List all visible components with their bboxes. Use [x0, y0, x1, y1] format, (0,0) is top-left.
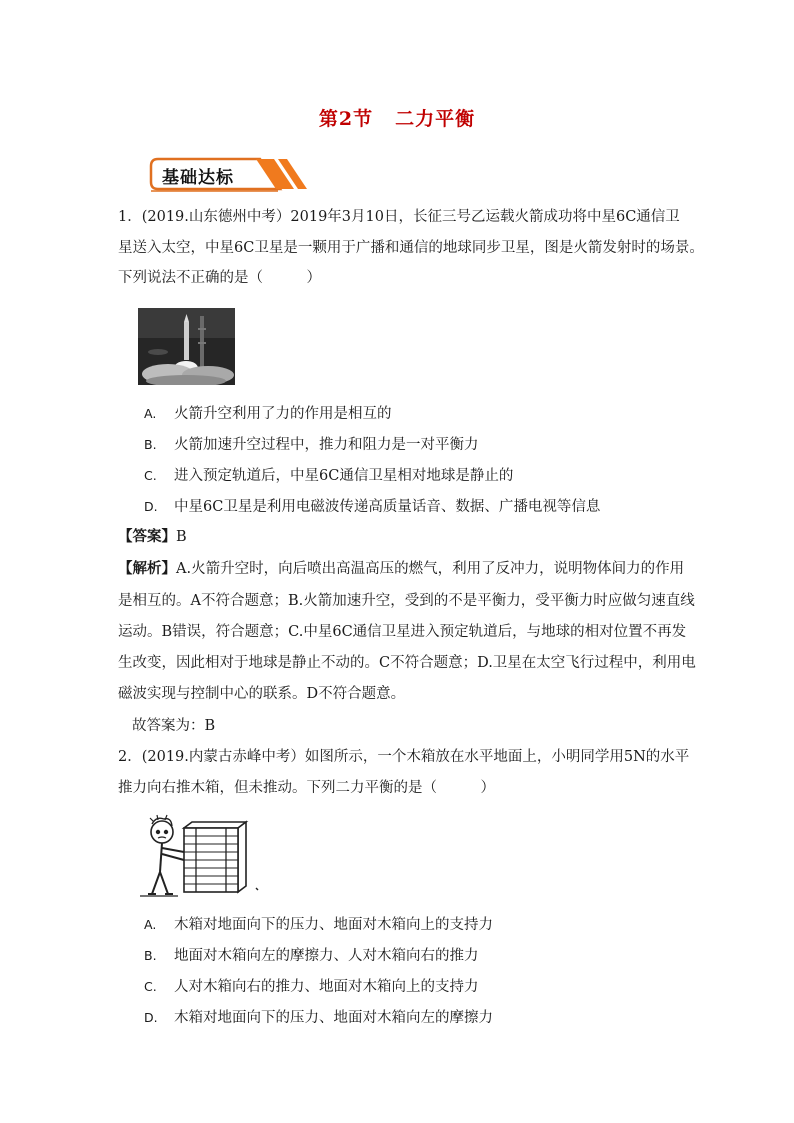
- q2-option-b[interactable]: B. 地面对木箱向左的摩擦力、人对木箱向右的推力: [144, 948, 479, 964]
- page-title: [0, 104, 794, 131]
- q1-stem-line-1: 1．(2019.山东德州中考）2019年3月10日，长征三号乙运载火箭成功将中星6C通信卫: [118, 209, 680, 225]
- analysis-tag: 【解析】: [118, 560, 176, 577]
- q1-analysis-line-5: 磁波实现与控制中心的联系。D不符合题意。: [118, 686, 406, 702]
- section-banner: [148, 153, 308, 195]
- q2-option-d[interactable]: D. 木箱对地面向下的压力、地面对木箱向左的摩擦力: [144, 1010, 493, 1026]
- q1-conclusion: 故答案为：B: [132, 718, 216, 734]
- section-name: 二力平衡: [395, 108, 476, 130]
- q1-analysis-line-3: 运动。B错误，符合题意；C.中星6C通信卫星进入预定轨道后，与地球的相对位置不再发: [118, 624, 687, 640]
- q1-analysis-line-2: 是相互的。A不符合题意；B.火箭加速升空，受到的不是平衡力，受平衡力时应做匀速直线: [118, 593, 695, 609]
- q2-option-c[interactable]: C. 人对木箱向右的推力、地面对木箱向上的支持力: [144, 979, 479, 995]
- rocket-launch-image: [138, 308, 235, 385]
- q2-stem-line-1: 2．(2019.内蒙古赤峰中考）如图所示，一个木箱放在水平地面上，小明同学用5N的水平: [118, 749, 690, 765]
- q1-option-c[interactable]: C. 进入预定轨道后，中星6C通信卫星相对地球是静止的: [144, 468, 514, 484]
- person-pushing-box-image: [138, 814, 264, 898]
- q1-option-d[interactable]: D. 中星6C卫星是利用电磁波传递高质量话音、数据、广播电视等信息: [144, 499, 601, 515]
- q1-analysis-line-1: 【解析】A.火箭升空时，向后喷出高温高压的燃气，利用了反冲力，说明物体间力的作用: [118, 560, 685, 577]
- q1-stem-line-2: 星送入太空，中星6C卫星是一颗用于广播和通信的地球同步卫星，图是火箭发射时的场景。: [118, 240, 704, 256]
- q1-analysis-line-4: 生改变，因此相对于地球是静止不动的。C不符合题意；D.卫星在太空飞行过程中，利用电: [118, 655, 696, 671]
- q1-option-a[interactable]: A. 火箭升空利用了力的作用是相互的: [144, 406, 392, 422]
- section-number: 第2节: [318, 108, 374, 130]
- q1-answer: [118, 527, 187, 547]
- q1-stem-line-3: 下列说法不正确的是（ ）: [118, 270, 321, 286]
- q2-option-a[interactable]: A. 木箱对地面向下的压力、地面对木箱向上的支持力: [144, 917, 493, 933]
- section-label: 基础达标: [162, 168, 234, 188]
- q2-stem-line-2: 推力向右推木箱，但未推动。下列二力平衡的是（ ）: [118, 780, 495, 796]
- q1-option-b[interactable]: B. 火箭加速升空过程中，推力和阻力是一对平衡力: [144, 437, 479, 453]
- answer-tag: 【答案】: [118, 528, 176, 545]
- answer-value: B: [176, 529, 187, 545]
